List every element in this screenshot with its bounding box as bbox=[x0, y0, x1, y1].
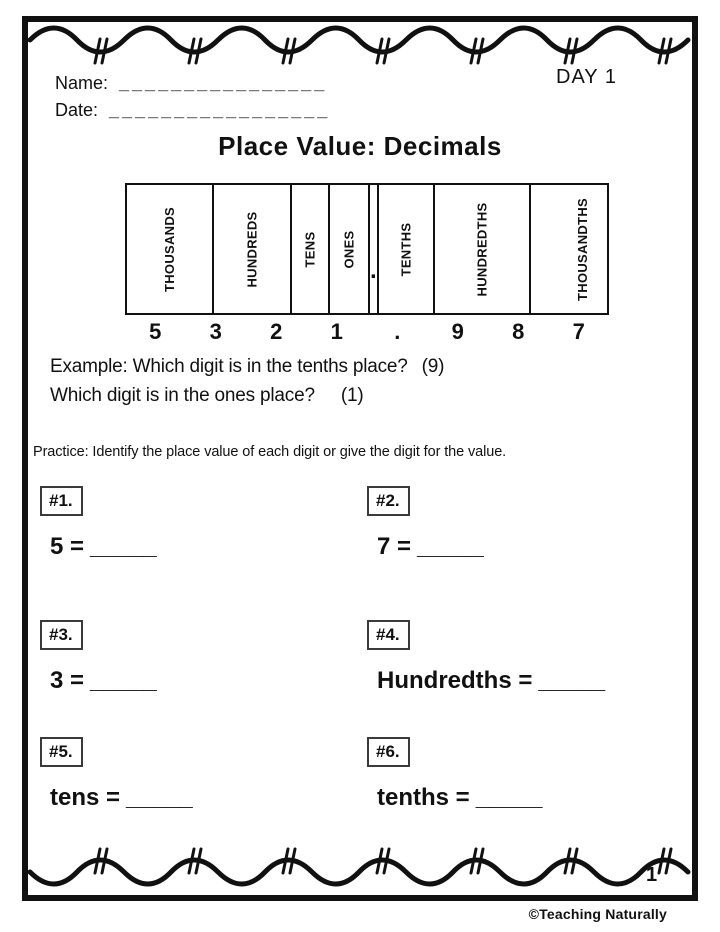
problem-1 bbox=[40, 486, 157, 561]
problem-3-prompt: 3 = bbox=[50, 667, 85, 694]
pv-column-hundredths: HUNDREDTHS bbox=[435, 185, 531, 313]
problem-3-blank: _____ bbox=[90, 667, 157, 694]
pv-column-thousandths: THOUSANDTHS bbox=[574, 197, 590, 301]
place-value-digits-row bbox=[125, 319, 609, 345]
problem-2-prompt: 7 = bbox=[377, 533, 412, 560]
problem-4-answer-line bbox=[377, 667, 605, 695]
problem-1-answer-line bbox=[50, 533, 157, 561]
digit-hundreds: 3 bbox=[209, 319, 222, 344]
problem-2 bbox=[367, 486, 484, 561]
digit-decimal-point: . bbox=[394, 319, 401, 344]
problem-6-blank: _____ bbox=[475, 784, 543, 811]
copyright-credit: ©Teaching Naturally bbox=[528, 906, 667, 922]
example-line-1 bbox=[50, 352, 444, 381]
digit-hundredths: 8 bbox=[512, 319, 525, 344]
problem-2-blank: _____ bbox=[417, 533, 484, 560]
page-number: 1 bbox=[646, 864, 658, 886]
problem-5-number-box: #5. bbox=[40, 737, 83, 767]
student-id-block bbox=[55, 70, 330, 124]
digit-tens: 2 bbox=[270, 319, 283, 344]
problem-3 bbox=[40, 620, 157, 695]
date-blank-line: _________________ bbox=[109, 100, 331, 120]
problem-4-blank: _____ bbox=[538, 667, 606, 694]
name-blank-line: ________________ bbox=[119, 73, 328, 93]
problem-1-prompt: 5 = bbox=[50, 533, 85, 560]
date-label: Date: bbox=[55, 100, 99, 120]
problem-4-prompt: Hundredths = bbox=[377, 667, 533, 694]
example-line-2 bbox=[50, 381, 444, 410]
barbed-wire-border-bottom-icon bbox=[28, 832, 692, 912]
problem-1-blank: _____ bbox=[90, 533, 157, 560]
example-question-2: Which digit is in the ones place? bbox=[50, 385, 315, 406]
digit-tenths: 9 bbox=[451, 319, 464, 344]
example-answer-1: (9) bbox=[421, 356, 445, 377]
name-label: Name: bbox=[55, 73, 109, 93]
problem-2-answer-line bbox=[377, 533, 484, 561]
problem-5-blank: _____ bbox=[126, 784, 193, 811]
example-block bbox=[50, 352, 444, 410]
pv-column-ones: ONES bbox=[330, 185, 370, 313]
page-title: Place Value: Decimals bbox=[218, 131, 502, 161]
place-value-table bbox=[125, 183, 609, 315]
problem-5-prompt: tens = bbox=[50, 784, 121, 811]
problem-2-number-box: #2. bbox=[367, 486, 410, 516]
problem-6-number-box: #6. bbox=[367, 737, 410, 767]
day-label: DAY 1 bbox=[556, 66, 617, 88]
date-row bbox=[55, 97, 330, 124]
problem-3-answer-line bbox=[50, 667, 157, 695]
example-answer-2: (1) bbox=[340, 385, 364, 406]
problem-6 bbox=[367, 737, 542, 812]
problem-5 bbox=[40, 737, 193, 812]
problem-6-answer-line bbox=[377, 784, 542, 812]
pv-column-decimal-point: . bbox=[370, 185, 379, 313]
name-row bbox=[55, 70, 330, 97]
pv-column-thousands: THOUSANDS bbox=[127, 185, 214, 313]
pv-column-hundreds: HUNDREDS bbox=[214, 185, 292, 313]
digit-thousands: 5 bbox=[149, 319, 162, 344]
digit-thousandths: 7 bbox=[572, 319, 585, 344]
pv-column-tenths: TENTHS bbox=[379, 185, 435, 313]
practice-instructions: Practice: Identify the place value of each digit or give the digit for the value. bbox=[33, 444, 507, 460]
problem-3-number-box: #3. bbox=[40, 620, 83, 650]
problem-1-number-box: #1. bbox=[40, 486, 83, 516]
pv-column-tens: TENS bbox=[292, 185, 330, 313]
problem-6-prompt: tenths = bbox=[377, 784, 470, 811]
problem-5-answer-line bbox=[50, 784, 193, 812]
example-question-1: Example: Which digit is in the tenths place? bbox=[50, 356, 408, 377]
problem-4-number-box: #4. bbox=[367, 620, 410, 650]
digit-ones: 1 bbox=[330, 319, 343, 344]
problem-4 bbox=[367, 620, 605, 695]
